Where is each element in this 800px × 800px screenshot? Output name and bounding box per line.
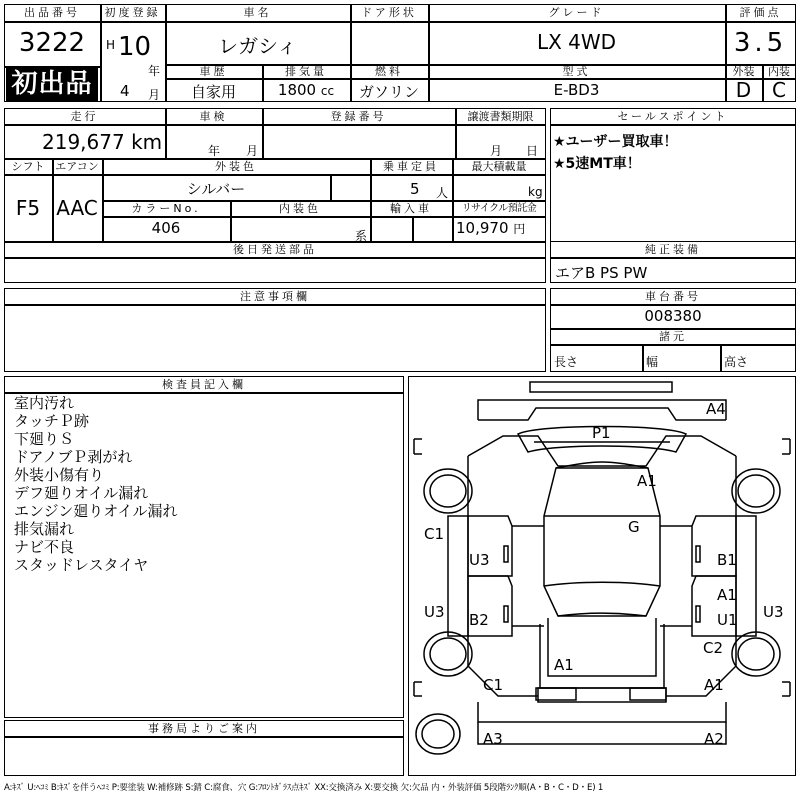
interior-grade: C: [772, 78, 786, 102]
registration-month: 4: [120, 82, 130, 100]
registration-year: 10: [118, 32, 152, 62]
equipment-value: エアB PS PW: [555, 264, 648, 282]
mileage-value: 219,677: [42, 130, 125, 154]
divider: [550, 124, 796, 126]
transfer-deadline-label: 譲渡書類期限: [467, 110, 534, 123]
max-load-label: 最大積載量: [471, 160, 527, 173]
damage-mark: U1: [717, 611, 738, 629]
inspector-note: エンジン廻りオイル漏れ: [14, 502, 178, 520]
damage-mark: A3: [483, 730, 503, 748]
damage-mark: U3: [424, 603, 445, 621]
color-number: 406: [151, 219, 181, 237]
recycle-fee-unit: 円: [513, 222, 526, 236]
width-label: 幅: [646, 355, 659, 369]
divider: [330, 174, 332, 200]
damage-mark: A4: [706, 400, 726, 418]
inspector-note: ナビ不良: [14, 538, 75, 556]
inspector-note: タッチＰ跡: [14, 412, 90, 430]
divider: [102, 216, 546, 218]
damage-mark: A1: [717, 586, 737, 604]
model-label: 型式: [562, 65, 591, 78]
inspection-label: 車検: [199, 110, 228, 123]
car-name-label: 車名: [243, 6, 272, 19]
mileage-unit: km: [131, 130, 163, 154]
inspector-note: 排気漏れ: [14, 520, 75, 538]
year-unit: 年: [148, 64, 161, 78]
divider: [412, 216, 414, 241]
capacity-label: 乗車定員: [383, 160, 439, 173]
inspection-year-unit: 年: [208, 144, 221, 158]
divider: [550, 344, 796, 346]
divider: [550, 304, 796, 306]
mileage-label: 走行: [70, 110, 99, 123]
inspector-note: 下廻りＳ: [14, 430, 75, 448]
history: 自家用: [190, 83, 236, 101]
max-load-unit: kg: [528, 185, 543, 199]
equipment-label: 純正装備: [645, 243, 701, 256]
displacement-unit: cc: [320, 84, 335, 98]
divider: [4, 124, 546, 126]
divider: [4, 736, 404, 738]
shift-label: シフト: [11, 160, 45, 173]
inspector-note: 外装小傷有り: [14, 466, 105, 484]
later-parts-label: 後日発送部品: [233, 243, 317, 256]
exterior-label: 外装: [732, 65, 755, 78]
aircon: AAC: [56, 196, 98, 220]
grade-label: グレード: [548, 6, 605, 19]
car-name: レガシィ: [218, 34, 297, 58]
score-label: 評価点: [739, 6, 782, 19]
recycle-fee-value: 10,970: [456, 219, 509, 237]
lot-number: 3222: [18, 28, 86, 58]
exterior-color: シルバー: [186, 180, 246, 198]
chassis-number: 008380: [644, 307, 702, 325]
first-listing-badge: 初出品: [6, 67, 98, 101]
footer-legend: A:ｷｽﾞ U:ﾍｺﾐ B:ｷｽﾞを伴うﾍｺﾐ P:要塗装 W:補修跡 S:錆 C:腐食、穴 G:ﾌﾛﾝﾄｶﾞﾗｽ点ｷｽﾞ XX:交換済み X:要交換 欠:欠品 内・外装評価 5段階ﾗﾝｸ順(A・B・C・D・E) 1: [4, 783, 604, 793]
capacity-unit: 人: [436, 186, 449, 200]
damage-mark: A1: [704, 676, 724, 694]
damage-mark: C1: [483, 676, 504, 694]
history-label: 車歴: [199, 65, 228, 78]
office-notice-label: 事務局よりご案内: [148, 722, 260, 735]
mileage: [42, 130, 162, 154]
divider: [4, 304, 546, 306]
selling-point-2: ★5速MT車！: [553, 156, 641, 172]
inspection-month-unit: 月: [246, 144, 259, 158]
fuel: ガソリン: [358, 83, 419, 101]
import-label: 輸入車: [390, 202, 432, 215]
damage-mark: C1: [424, 525, 445, 543]
inspector-note: 室内汚れ: [14, 394, 75, 412]
divider: [550, 257, 796, 259]
damage-mark: G: [628, 518, 640, 536]
inspector-label: 検査員記入欄: [162, 378, 246, 391]
month-unit: 月: [148, 88, 161, 102]
divider: [4, 257, 546, 259]
aircon-label: エアコン: [55, 160, 99, 173]
divider: [642, 344, 644, 372]
divider: [102, 174, 546, 176]
notes-label: 注意事項欄: [240, 290, 310, 303]
divider: [720, 344, 722, 372]
selling-point-1: ★ユーザー買取車！: [553, 134, 678, 150]
damage-mark: A1: [637, 472, 657, 490]
exterior-color-label: 外装色: [215, 160, 257, 173]
lot-number-label: 出品番号: [24, 6, 80, 19]
displacement: [262, 81, 350, 99]
damage-mark: B1: [717, 551, 737, 569]
chassis-number-label: 車台番号: [645, 290, 701, 303]
displacement-value: 1800: [277, 81, 317, 99]
damage-mark: P1: [592, 424, 611, 442]
divider: [100, 21, 726, 23]
interior-label: 内装: [768, 65, 790, 78]
first-registration-label: 初度登録: [104, 6, 161, 19]
damage-mark: A2: [704, 730, 724, 748]
color-number-label: カラーNo.: [131, 202, 201, 215]
shift: F5: [15, 196, 41, 220]
recycle-fee-label: リサイクル預託金: [461, 203, 537, 214]
exterior-grade: D: [735, 78, 752, 102]
selling-points-label: セールスポイント: [617, 110, 729, 123]
damage-mark: U3: [763, 603, 784, 621]
era: H: [106, 38, 116, 52]
capacity-value: 5: [410, 180, 420, 198]
height-label: 高さ: [724, 355, 749, 369]
damage-mark: U3: [469, 551, 490, 569]
recycle-fee: [456, 219, 525, 237]
inspector-note: ドアノブＰ剥がれ: [14, 448, 133, 466]
inspector-note: スタッドレスタイヤ: [14, 556, 149, 574]
transfer-month-unit: 月: [490, 144, 503, 158]
transfer-day-unit: 日: [526, 144, 539, 158]
divider: [725, 21, 796, 23]
damage-mark: A1: [554, 656, 574, 674]
divider: [4, 21, 100, 23]
fuel-label: 燃料: [375, 65, 403, 78]
registration-number-label: 登録番号: [330, 110, 387, 123]
damage-mark: B2: [469, 611, 489, 629]
door-label: ドア形状: [361, 6, 417, 19]
interior-color-unit: 系: [355, 229, 368, 243]
length-label: 長さ: [554, 355, 579, 369]
displacement-label: 排気量: [285, 65, 327, 78]
interior-color-label: 内装色: [279, 202, 321, 215]
model-code: E-BD3: [553, 81, 600, 99]
selling-points-section: [550, 108, 796, 242]
damage-mark: C2: [703, 639, 724, 657]
inspector-note: デフ廻りオイル漏れ: [14, 484, 149, 502]
specs-label: 諸元: [659, 330, 687, 343]
grade: LX 4WD: [536, 30, 617, 54]
score: 3.5: [733, 28, 788, 58]
